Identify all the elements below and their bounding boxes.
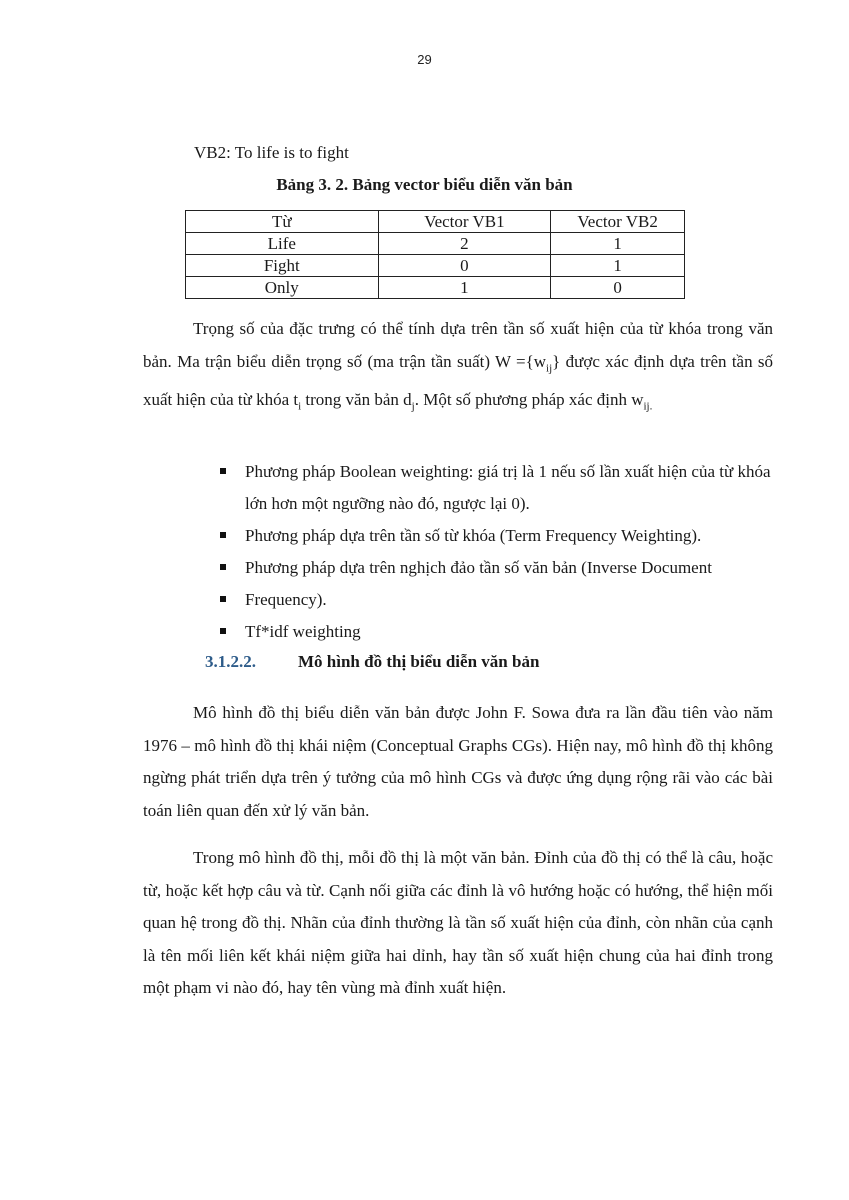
table-header-cell: Vector VB1 [378,211,551,233]
paragraph-graph-model-intro [143,697,773,827]
subscript-ij: ij [546,361,553,374]
list-item-text: Phương pháp dựa trên tần số từ khóa (Term Frequency Weighting). [245,526,702,545]
bullet-square-icon [220,628,226,634]
section-title: Mô hình đồ thị biểu diễn văn bản [298,652,540,671]
bullet-square-icon [220,596,226,602]
list-item [218,520,773,552]
table-cell: 2 [378,233,551,255]
list-item-text: Phương pháp Boolean weighting: giá trị là 1 nếu số lần xuất hiện của từ khóa lớn hơn một ngưỡng nào đó, ngược lại 0). [245,462,771,513]
table-cell: Only [186,277,379,299]
paragraph-weighting-text-2: } được xác định dựa trên tần số xuất hiện của từ khóa t [143,351,773,410]
paragraph-graph-model-details-text: Trong mô hình đồ thị, mỗi đồ thị là một văn bản. Đỉnh của đồ thị có thể là câu, hoặc từ, hoặc kết hợp câu và từ. Cạnh nối giữa các đỉnh là vô hướng hoặc có hướng, thể hiện mối quan hệ trong đồ thị. Nhãn của đỉnh thường là tần số xuất hiện của đỉnh, còn nhãn của cạnh là tên mối liên kết khái niệm giữa hai dỉnh, hay tần số xuất hiện chung của hai đỉnh trong một phạm vi nào đó, hay tên vùng mà đỉnh xuất hiện. [143,848,773,997]
page-number: 29 [417,52,432,67]
bullet-square-icon [220,532,226,538]
list-item-text: Phương pháp dựa trên nghịch đảo tần số văn bản (Inverse Document [245,558,712,577]
section-heading [205,652,539,672]
list-item [218,616,773,648]
list-item-text: Frequency). [245,590,327,609]
table-cell: Life [186,233,379,255]
bullet-square-icon [220,468,226,474]
paragraph-graph-model-intro-text: Mô hình đồ thị biểu diễn văn bản được John F. Sowa đưa ra lần đầu tiên vào năm 1976 – mô hình đồ thị khái niệm (Conceptual Graphs CGs). Hiện nay, mô hình đồ thị không ngừng phát triển dựa trên ý tưởng của mô hình CGs và được ứng dụng rộng rãi vào các bài toán liên quan đến xử lý văn bản. [143,703,773,820]
paragraph-weighting-text-4: . Một số phương pháp xác định w [414,390,644,410]
section-number: 3.1.2.2. [205,652,256,671]
vector-table [185,210,685,299]
table-cell: 0 [378,255,551,277]
table-cell: 1 [378,277,551,299]
table-header-cell: Vector VB2 [551,211,685,233]
paragraph-graph-model-details [143,842,773,1005]
list-item-text: Tf*idf weighting [245,622,361,641]
table-header-row [186,211,685,233]
list-item [218,552,773,584]
list-item [218,584,773,616]
table-header-cell: Từ [186,211,379,233]
table-caption: Bảng 3. 2. Bảng vector biểu diễn văn bản [276,175,573,194]
paragraph-weighting-text-3: trong văn bản d [301,390,412,410]
table-cell: 0 [551,277,685,299]
paragraph-weighting [143,313,773,423]
list-item [218,456,773,520]
table-cell: 1 [551,233,685,255]
subscript-j: j [411,400,415,413]
bullet-square-icon [220,564,226,570]
table-cell: 1 [551,255,685,277]
table-row [186,233,685,255]
table-row [186,277,685,299]
paragraph-weighting-text-1: Trọng số của đặc trưng có thể tính dựa trên tần số xuất hiện của từ khóa trong văn bản. Ma trận biểu diễn trọng số (ma trận tần suất) W ={w [143,319,773,371]
weighting-methods-list [218,456,773,648]
table-cell: Fight [186,255,379,277]
subscript-i: i [298,400,302,413]
vb2-example-line: VB2: To life is to fight [194,143,349,162]
subscript-ij-end: ij. [643,400,653,413]
table-row [186,255,685,277]
